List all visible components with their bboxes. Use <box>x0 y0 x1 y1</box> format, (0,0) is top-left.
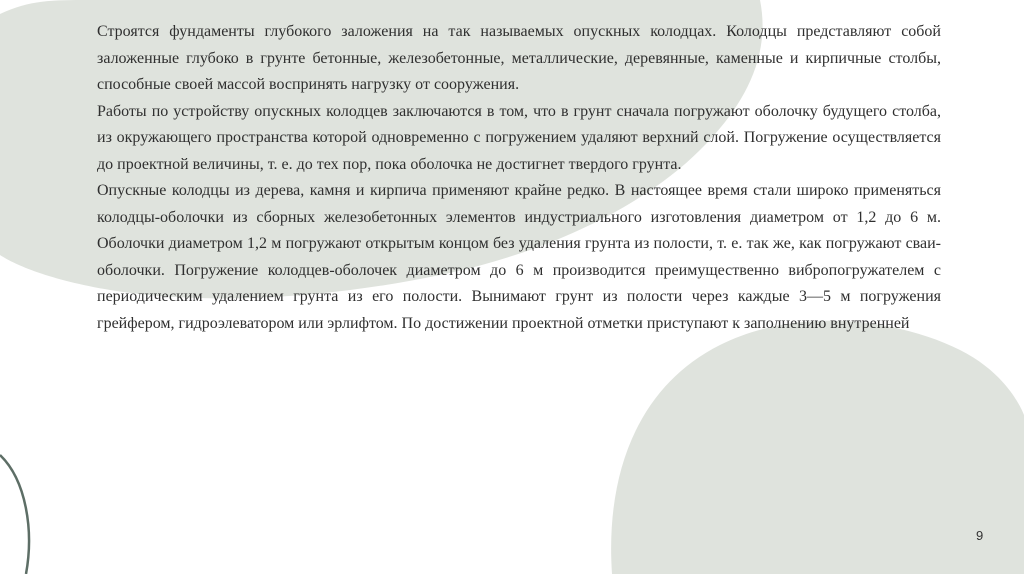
decorative-curve-left <box>0 455 29 574</box>
paragraph-2: Работы по устройству опускных колодцев заключаются в том, что в грунт сначала погружают оболочку будущего столба, из окружающего пространства которой одновременно с погружением удаляют верхний слой. Погружение осуществляется до проектной величины, т. е. до тех пор, пока оболочка не достигнет твердого грунта. <box>97 102 941 173</box>
body-text <box>97 19 941 337</box>
decorative-blob-bottom-right <box>611 321 1024 574</box>
paragraph-1: Строятся фундаменты глубокого заложения на так называемых опускных колодцах. Колодцы представляют собой заложенные глубоко в грунте бетонные, железобетонные, металлические, деревянные, каменные и кирпичные столбы, способные своей массой воспринять нагрузку от сооружения. <box>97 23 941 93</box>
paragraph-3: Опускные колодцы из дерева, камня и кирпича применяют крайне редко. В настоящее время стали широко применяться колодцы-оболочки из сборных железобетонных элементов индустриального изготовления диаметром от 1,2 до 6 м. Оболочки диаметром 1,2 м погружают открытым концом без удаления грунта из полости, т. е. так же, как погружают сваи-оболочки. Погружение колодцев-оболочек диаметром до 6 м производится преимущественно вибропогружателем с периодическим удалением грунта из его полости. Вынимают грунт из полости через каждые 3—5 м погружения грейфером, гидроэлеватором или эрлифтом. По достижении проектной отметки приступают к заполнению внутренней <box>97 182 941 332</box>
page-number: 9 <box>976 528 984 543</box>
